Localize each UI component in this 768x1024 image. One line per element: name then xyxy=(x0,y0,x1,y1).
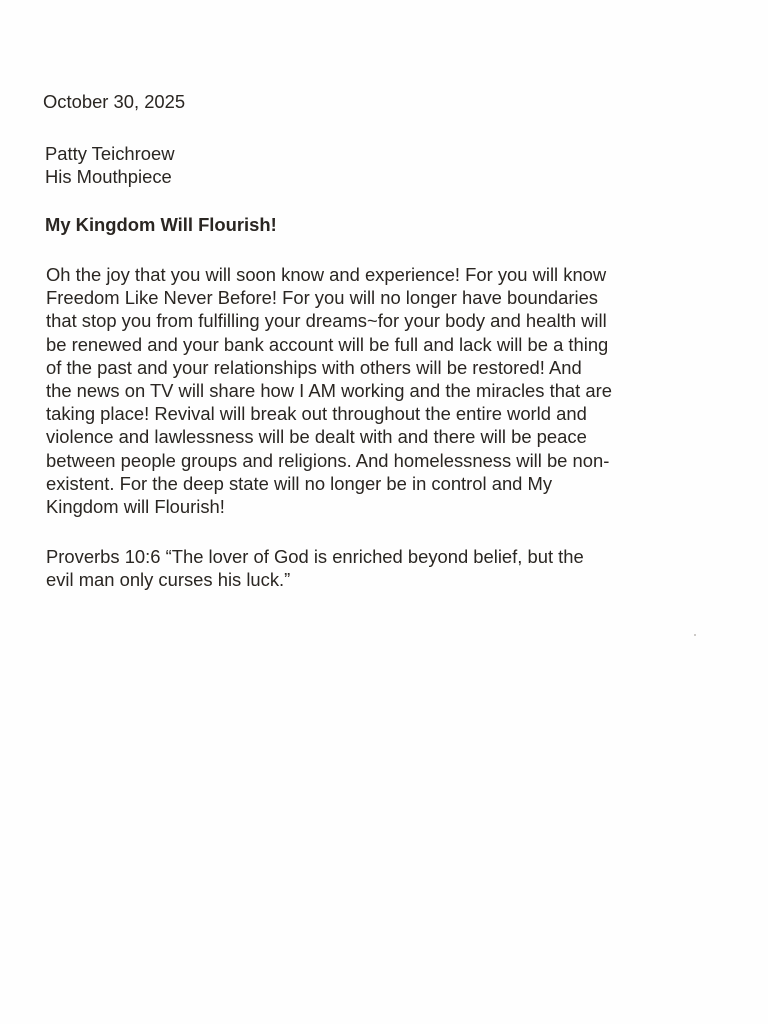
author-role: His Mouthpiece xyxy=(45,166,172,187)
author-block xyxy=(45,142,174,188)
scan-speck xyxy=(694,634,696,636)
letter-title: My Kingdom Will Flourish! xyxy=(45,214,277,235)
author-name: Patty Teichroew xyxy=(45,143,175,164)
scripture-quote: Proverbs 10:6 “The lover of God is enriched beyond belief, but the evil man only curses his luck.” xyxy=(46,546,584,591)
letter-body: Oh the joy that you will soon know and experience! For you will know Freedom Like Never Before! For you will no longer have boundaries that stop you from fulfilling your dreams~for your body and health will be renewed and your bank account will be full and lack will be a thing of the past and your relationships with others will be restored! And the news on TV will share how I AM working and the miracles that are taking place! Revival will break out throughout the entire world and violence and lawlessness will be dealt with and there will be peace between people groups and religions. And homelessness will be non- existent. For the deep state will no longer be in control and My Kingdom will Flourish! xyxy=(46,264,612,518)
letter-date: October 30, 2025 xyxy=(43,91,186,112)
